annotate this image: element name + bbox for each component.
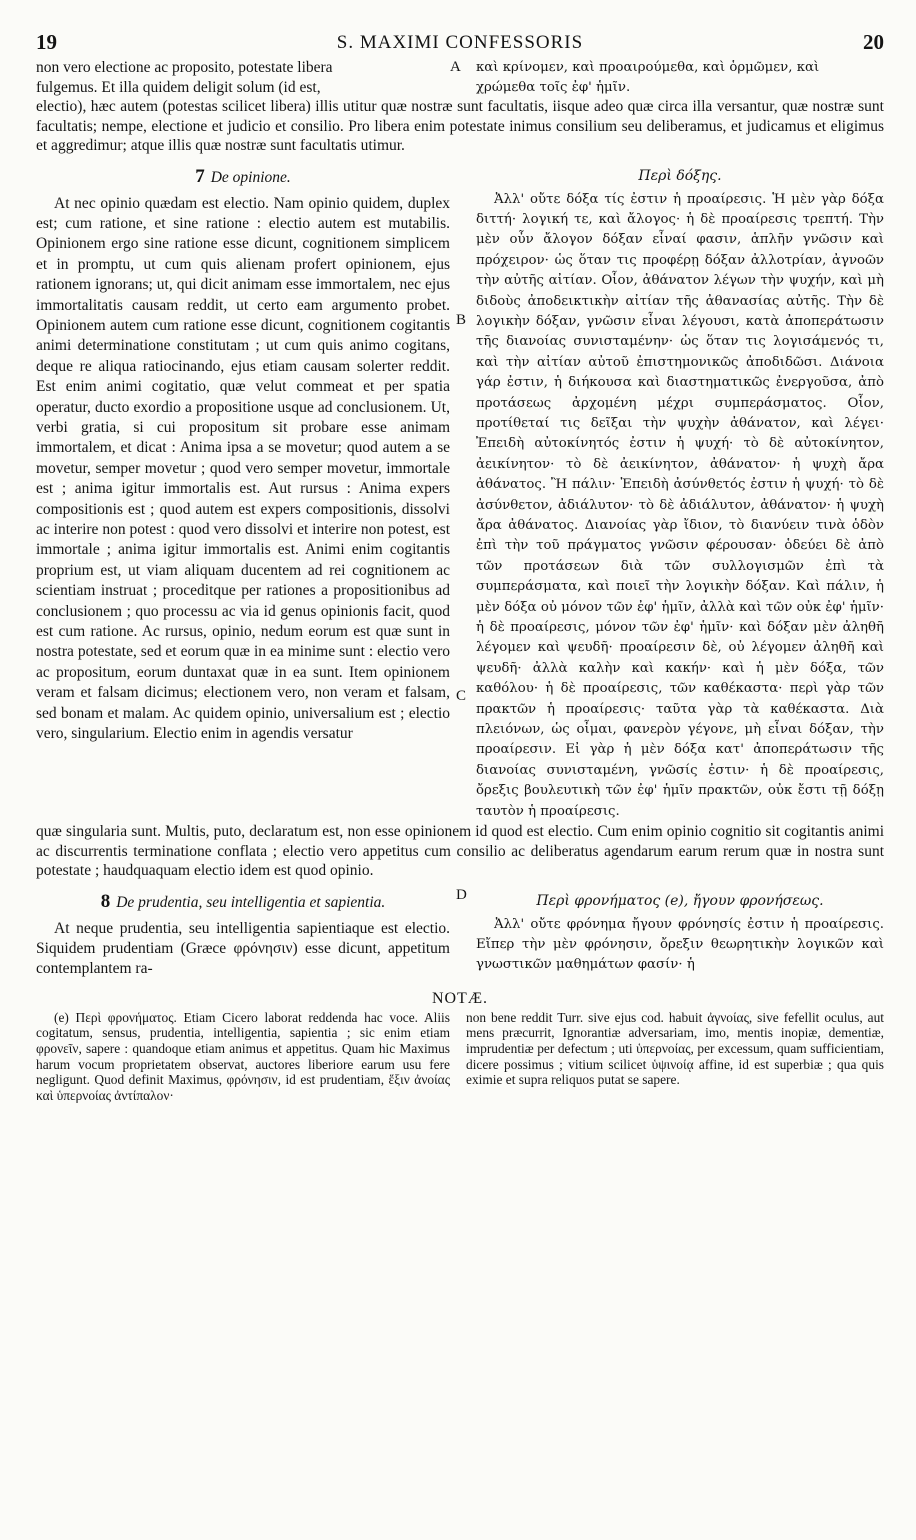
footnote-left: (e) Περὶ φρονήματος. Etiam Cicero laborat reddenda hac voce. Aliis cogitatum, sensus, prudentia, intelligentia, sapientia ; sic enim etiam φρονεῖν, sapere : quandoque etiam animus et appetitus. Quam hic Maximus harum vocum proprietatem observat, auctores liberiore earum usu fere negligunt. Quod definit Maximus, φρόνησιν, id est prudentiam, ἕξιν ἀνοίας καὶ ὑπερνοίας ἀντίπαλον· [36,1009,450,1103]
top-continuation-full-width: electio), hæc autem (potestas scilicet libera) illis utitur quæ nostræ sunt facultatis, iisque adeo quæ circa illa versantur, quæ nostræ sunt facultatis; nempe, electione et judicio et consilio. Pro libera enim potestate inimus consilium seu deliberamus, et judicamus et eligimus et aggredimur; atque illis quæ nostræ sunt facultatis utimur. [36,98,884,154]
footnotes [36,1010,884,1104]
margin-marker-d: D [456,886,467,903]
section-7-latin-heading: 7 De opinione. [195,165,291,187]
greek-line-1: καὶ κρίνομεν, καὶ προαιρούμεθα, καὶ ὁρμῶμεν, καὶ [476,60,820,75]
margin-marker-a: A [450,59,461,75]
section-8-latin-heading: 8 De prudentia, seu intelligentia et sapientia. [100,890,386,912]
section-8-latin-text: At neque prudentia, seu intelligentia sapientiaque est electio. Siquidem prudentiam (Græce φρόνησιν) esse dicunt, appetitum contemplantem ra- [36,919,450,978]
section-8 [36,881,884,980]
notes-heading: NOTÆ. [431,989,489,1007]
section-number: 7 [195,165,205,187]
latin-line-1: non vero electione ac proposito, potestate libera [36,59,333,76]
section-7 [36,156,884,823]
page-number-left: 19 [36,30,57,54]
running-header [36,30,884,58]
book-page [36,30,884,1103]
margin-marker-b: B [456,311,467,328]
section-7-latin-text: At nec opinio quædam est electio. Nam opinio quidem, duplex est; cum ratione, et sine ratione : electio autem est mutabilis. Opinionem ergo sine ratione esse dicunt, cognitionem simplicem et in promptu, ut cum quis alienam profert opinionem, ejus rationem ignorans; ut, qui dicit animam esse immortalem, nec ejus immortalitatis causam reddit, ut certo eam argumento probet. Opinionem autem cum ratione esse dicunt, cognitionem cogitantis animi determinatione constitutam ; ut cum quis animo cogitans, deque re aliqua ratiocinando, ejus etiam causam solerter reddit. Est enim animi cogitatio, quæ velut commeat et per spatia operatur, ducto exordio a propositione usque ad conclusionem. Ut, verbi gratia, si cui propositum sit probare esse animam immortalem, et dicat : Anima ipsa a se movetur; quod autem a se movetur, semper movetur ; quod vero semper movetur, immortale est ; anima igitur immortalis est. Aut rursus : Anima expers compositionis est ; quod autem est expers compositionis, dissolvi ac interire non potest : quod vero dissolvi et interire non potest, est immortale ; anima igitur immortalis est. Animi enim cogitantis proprium est, ut viam aliquam ducentem ad rei cognitionem ac scientiam instruat ; proceditque per rationes a propositionibus ad conclusionem ; quo processu ac via id genus opinionis facit, quod est cum ratione. Ac rursus, opinio, nedum eorum est quæ sunt in nostra potestate, sed et eorum quæ in ea minime sunt : electio vero ac propositum, eorum duntaxat quæ in ea sunt. Item opinionem veram et falsam dicimus; electionem vero, non veram et falsam, sed bonam et malam. Ac quidem opinio, universalium est ; electio vero, singularium. Electio enim in agendis versatur [36,194,450,743]
greek-line-2: χρώμεθα τοῖς ἐφ' ἡμῖν. [476,79,631,95]
top-two-column [36,58,884,97]
section-8-greek-text: Ἀλλ' οὔτε φρόνημα ἤγουν φρόνησίς ἐστιν ἡ προαίρεσις. Εἴπερ τὴν μὲν φρόνησιν, ὄρεξιν θεωρητικὴν λογικῶν καὶ γνωστικῶν μαθημάτων φασίν· ἡ [476,916,884,973]
margin-marker-c: C [456,687,467,704]
top-continuation [36,58,884,156]
page-number-right: 20 [863,30,884,54]
latin-line-2: fulgemus. Et illa quidem deligit solum (id est, [36,78,321,96]
section-7-greek-heading: Περὶ δόξης. [638,167,722,184]
section-number: 8 [100,890,111,912]
section-8-greek-heading: Περὶ φρονήματος (e), ἤγουν φρονήσεως. [536,892,824,909]
running-title: S. MAXIMI CONFESSORIS [336,32,584,53]
footnote-right: non bene reddit Turr. sive ejus cod. habuit ἀγνοίας, sive fefellit oculus, aut mens præcurrit, Ignorantiæ adversariam, imo, mentis inopiæ, dementiæ, imprudentiæ per defectum ; uti ὑπερνοίας, per excessum, quam sufficientiam, dicere possimus ; vitium scilicet ὑψινοίᾳ affine, id est superbiæ ; qua quis eximie et supra reliquos putat se sapere. [466,1009,884,1088]
section-7-conclusion: quæ singularia sunt. Multis, puto, declaratum est, non esse opinionem id quod est electio. Cum enim opinio cognitio sit cogitantis animi ac discurrentis terminatione conflata ; electio vero appetitus cum consilio ac deliberatus agendarum earum rerum quæ in nostra sunt potestate ; haudquaquam electio idem est quod opinio. [36,823,884,880]
section-7-greek-text: Ἀλλ' οὔτε δόξα τίς ἐστιν ἡ προαίρεσις. Ἡ μὲν γὰρ δόξα διττή· λογική τε, καὶ ἄλογος· ἡ δὲ προαίρεσις τρεπτή. Τὴν μὲν οὖν ἄλογον δόξαν εἶναί φασιν, ἁπλῆν γνῶσιν καὶ πρόχειρον· ὡς ὅταν τις προφέρῃ δόξαν ἀλλοτρίαν, ἀγνοῶν τὴν αὐτῆς αἰτίαν. Οἷον, ἀθάνατον λέγων τὴν ψυχήν, καὶ μὴ διδοὺς ἀποδεικτικὴν αἰτίαν τῆς ἀθανασίας αὐτῆς. Τὴν δὲ λογικὴν δόξαν, γνῶσιν εἶναι λέγουσι, κατὰ ἀποπεράτωσιν τῆς διανοίας συνισταμένην· ὡς ὅταν τις λογισάμενός τι, καὶ τὴν αἰτίαν αὐτοῦ ἐπιστημονικῶς ἀποδιδῶσι. Διάνοια γάρ ἐστιν, ἡ διήκουσα καὶ διαστηματικῶς ἐνεργοῦσα, ἀπὸ προτάσεως ἀρχομένη μέχρι συμπεράσματος. Οἷον, προτίθεταί τις δεῖξαι τὴν ψυχὴν ἀθάνατον, καὶ λέγει· Ἐπειδὴ αὐτοκίνητός ἐστιν ἡ ψυχή· τὸ δὲ αὐτοκίνητον, ἀεικίνητον· τὸ δὲ ἀεικίνητον, ἀθάνατον· ἡ ψυχὴ ἄρα ἀθάνατος. Ἢ πάλιν· Ἐπειδὴ ἀσύνθετός ἐστιν ἡ ψυχή· τὸ δὲ ἀσύνθετον, ἀδιάλυτον· τὸ δὲ ἀδιάλυτον, ἀθάνατον· ἡ ψυχὴ ἄρα ἀθάνατος. Διανοίας γὰρ ἴδιον, τὸ διανύειν τινὰ ὁδὸν ἐπὶ τὴν τοῦ πράγματος γνῶσιν φέρουσαν· ὁδεύει δὲ ἀπὸ τῶν προτάσεων διὰ τῶν συλλογισμῶν ἐπὶ τὰ συμπεράσματα, καὶ ποιεῖ τὴν λογικὴν δόξαν. Καὶ πάλιν, ἡ μὲν δόξα οὐ μόνον τῶν ἐφ' ἡμῖν, ἀλλὰ καὶ τῶν οὐκ ἐφ' ἡμῖν· ἡ δὲ προαίρεσις, μόνον τῶν ἐφ' ἡμῖν· καὶ δόξαν μὲν ἀληθῆ λέγομεν καὶ ψευδῆ· προαίρεσιν δὲ, οὐ λέγομεν ἀληθῆ καὶ ψευδῆ· ἀλλὰ καλὴν καὶ κακήν· καὶ ἡ μὲν δόξα, τῶν καθόλου· ἡ δὲ προαίρεσις, τῶν καθέκαστα· περὶ γὰρ τῶν πρακτῶν ἡ προαίρεσις· ταῦτα γὰρ τὰ καθέκαστα. Διὰ πλειόνων, ὡς οἶμαι, φανερὸν γέγονε, μὴ εἶναι δόξαν, τὴν προαίρεσιν. Εἰ γὰρ ἡ μὲν δόξα κατ' ἀποπεράτωσιν τῆς διανοίας συνισταμένη, γνῶσίς ἐστιν· ἡ δὲ προαίρεσις, ὄρεξις βουλευτικὴ τῶν ἐφ' ἡμῖν πρακτῶν, οὐκ ἔστι τῇ δόξῃ ταυτὸν ἡ προαίρεσις. [476,191,884,819]
